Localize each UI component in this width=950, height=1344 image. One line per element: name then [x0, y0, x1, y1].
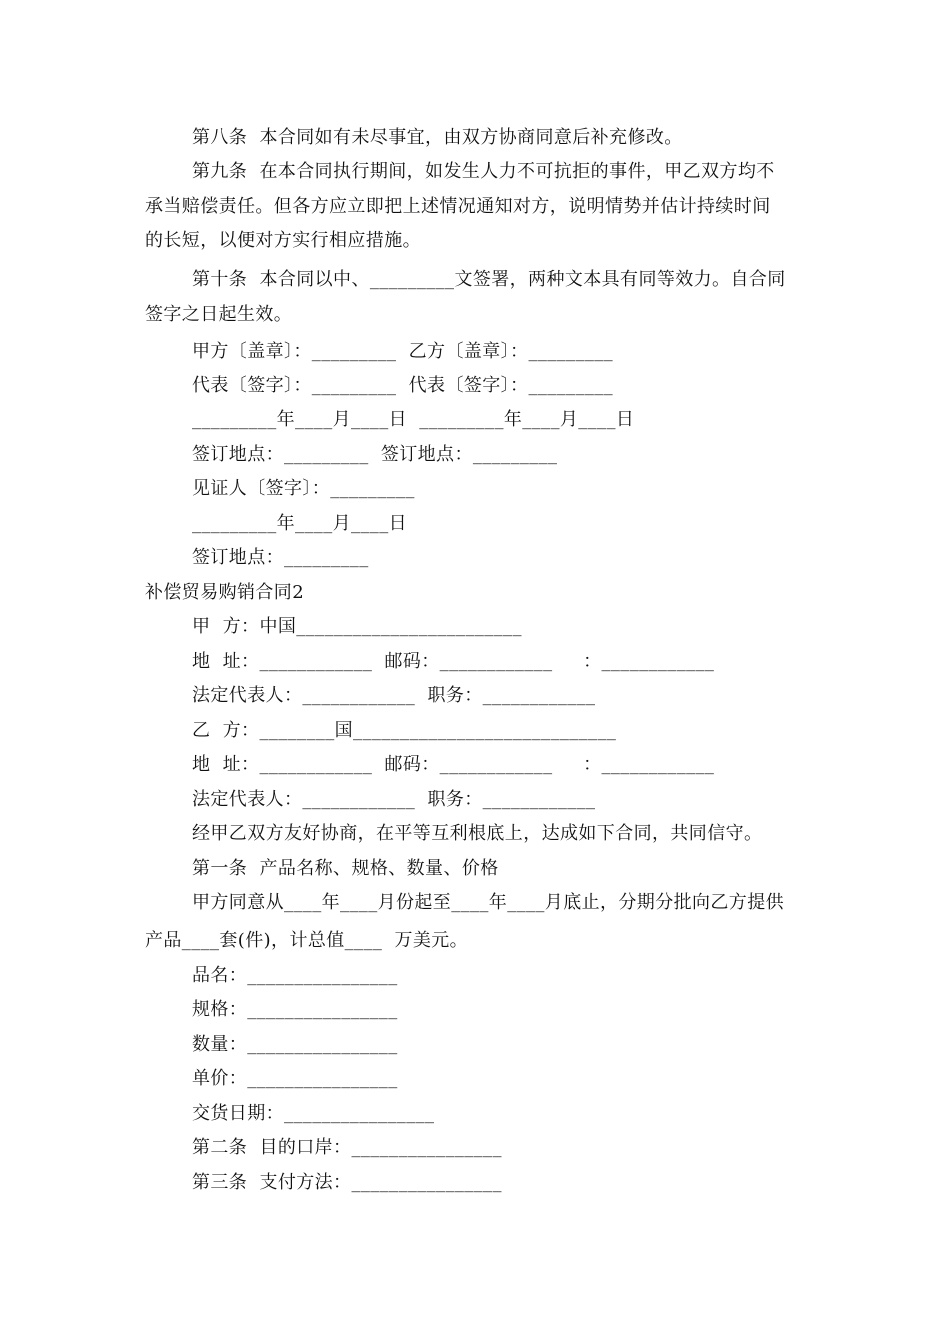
party-a-address-line: 地 址：____________ 邮码：____________ ：____________	[192, 651, 715, 672]
witness-line: 见证人〔签字〕：_________	[192, 478, 415, 499]
article-9-line-1: 第九条 在本合同执行期间，如发生人力不可抗拒的事件，甲乙双方均不	[192, 161, 775, 182]
specification-line: 规格：________________	[192, 999, 398, 1020]
article-10-line-1: 第十条 本合同以中、_________文签署，两种文本具有同等效力。自合同	[192, 269, 786, 290]
article-9-line-3: 的长短，以便对方实行相应措施。	[145, 230, 421, 251]
preamble-line: 经甲乙双方友好协商，在平等互利根底上，达成如下合同，共同信守。	[192, 823, 763, 844]
party-b-line: 乙 方：________国____________________________	[192, 720, 617, 741]
article-1-heading: 第一条 产品名称、规格、数量、价格	[192, 858, 499, 879]
date-line-2: _________年____月____日	[192, 513, 407, 534]
article-1-line-1: 甲方同意从____年____月份起至____年____月底止，分期分批向乙方提供	[192, 892, 784, 913]
place-line-1: 签订地点：_________ 签订地点：_________	[192, 444, 558, 465]
article-10-line-2: 签字之日起生效。	[145, 304, 293, 325]
delivery-date-line: 交货日期：________________	[192, 1103, 435, 1124]
party-a-legal-rep-line: 法定代表人：____________ 职务：____________	[192, 685, 596, 706]
unit-price-line: 单价：________________	[192, 1068, 398, 1089]
date-line-1: _________年____月____日 _________年____月____日	[192, 409, 635, 430]
quantity-line: 数量：________________	[192, 1034, 398, 1055]
place-line-2: 签订地点：_________	[192, 547, 369, 568]
article-2-line: 第二条 目的口岸：________________	[192, 1137, 502, 1158]
contract-2-title: 补偿贸易购销合同2	[145, 582, 305, 603]
party-a-line: 甲 方：中国________________________	[192, 616, 522, 637]
party-seal-line: 甲方〔盖章〕：_________ 乙方〔盖章〕：_________	[192, 341, 614, 362]
article-1-line-2: 产品____套(件)，计总值____ 万美元。	[145, 930, 469, 951]
party-b-legal-rep-line: 法定代表人：____________ 职务：____________	[192, 789, 596, 810]
product-name-line: 品名：________________	[192, 965, 398, 986]
article-3-line: 第三条 支付方法：________________	[192, 1172, 502, 1193]
article-8-line: 第八条 本合同如有未尽事宜，由双方协商同意后补充修改。	[192, 127, 683, 148]
representative-line: 代表〔签字〕：_________ 代表〔签字〕：_________	[192, 375, 614, 396]
party-b-address-line: 地 址：____________ 邮码：____________ ：____________	[192, 754, 715, 775]
article-9-line-2: 承当赔偿责任。但各方应立即把上述情况通知对方，说明情势并估计持续时间	[145, 196, 771, 217]
